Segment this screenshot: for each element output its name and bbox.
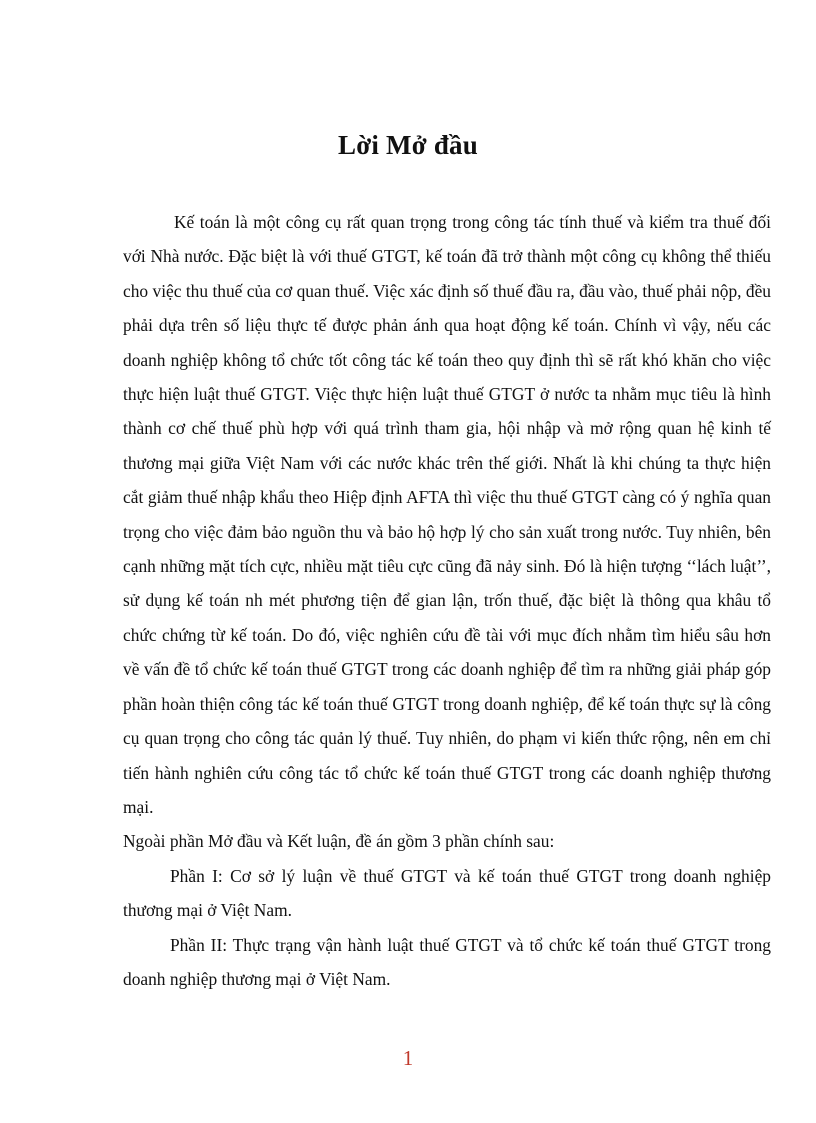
- structure-paragraph: Ngoài phần Mở đầu và Kết luận, đề án gồm 3 phần chính sau:: [123, 831, 555, 852]
- body-text: [123, 205, 771, 996]
- page-title: Lời Mở đầu: [338, 130, 478, 160]
- part-one-paragraph: Phần I: Cơ sở lý luận về thuế GTGT và kế toán thuế GTGT trong doanh nghiệp thương mại ở Việt Nam.: [123, 865, 771, 921]
- part-two-paragraph: Phần II: Thực trạng vận hành luật thuế GTGT và tổ chức kế toán thuế GTGT trong doanh nghiệp thương mại ở Việt Nam.: [123, 934, 771, 989]
- page-number: 1: [402, 1046, 414, 1070]
- intro-paragraph: Kế toán là một công cụ rất quan trọng trong công tác tính thuế và kiểm tra thuế đối với Nhà nước. Đặc biệt là với thuế GTGT, kế toán đã trở thành một công cụ không thể thiếu cho việc thu thuế của cơ quan thuế. Việc xác định số thuế đầu ra, đầu vào, thuế phải nộp, đều phải dựa trên số liệu thực tế được phản ánh qua hoạt động kế toán. Chính vì vậy, nếu các doanh nghiệp không tổ chức tốt công tác kế toán theo quy định thì sẽ rất khó khăn cho việc thực hiện luật thuế GTGT. Việc thực hiện luật thuế GTGT ở nước ta nhằm mục tiêu là hình thành cơ chế thuế phù hợp với quá trình tham gia, hội nhập và mở rộng quan hệ kinh tế thương mại giữa Việt Nam với các nước khác trên thế giới. Nhất là khi chúng ta thực hiện cắt giảm thuế nhập khẩu theo Hiệp định AFTA thì việc thu thuế GTGT càng có ý nghĩa quan trọng cho việc đảm bảo nguồn thu và bảo hộ hợp lý cho sản xuất trong nước. Tuy nhiên, bên cạnh những mặt tích cực, nhiều mặt tiêu cực cũng đã nảy sinh. Đó là hiện tượng ‘‘lách luật’’, sử dụng kế toán nh mét phương tiện để gian lận, trốn thuế, đặc biệt là thông qua khâu tổ chức chứng từ kế toán. Do đó, việc nghiên cứu đề tài với mục đích nhằm tìm hiểu sâu hơn về vấn đề tổ chức kế toán thuế GTGT trong các doanh nghiệp để tìm ra những giải pháp góp phần hoàn thiện công tác kế toán thuế GTGT trong doanh nghiệp, để kế toán thực sự là công cụ quan trọng cho công tác quản lý thuế. Tuy nhiên, do phạm vi kiến thức rộng, nên em chỉ tiến hành nghiên cứu công tác tổ chức kế toán thuế GTGT trong các doanh nghiệp thương mại.: [123, 212, 771, 817]
